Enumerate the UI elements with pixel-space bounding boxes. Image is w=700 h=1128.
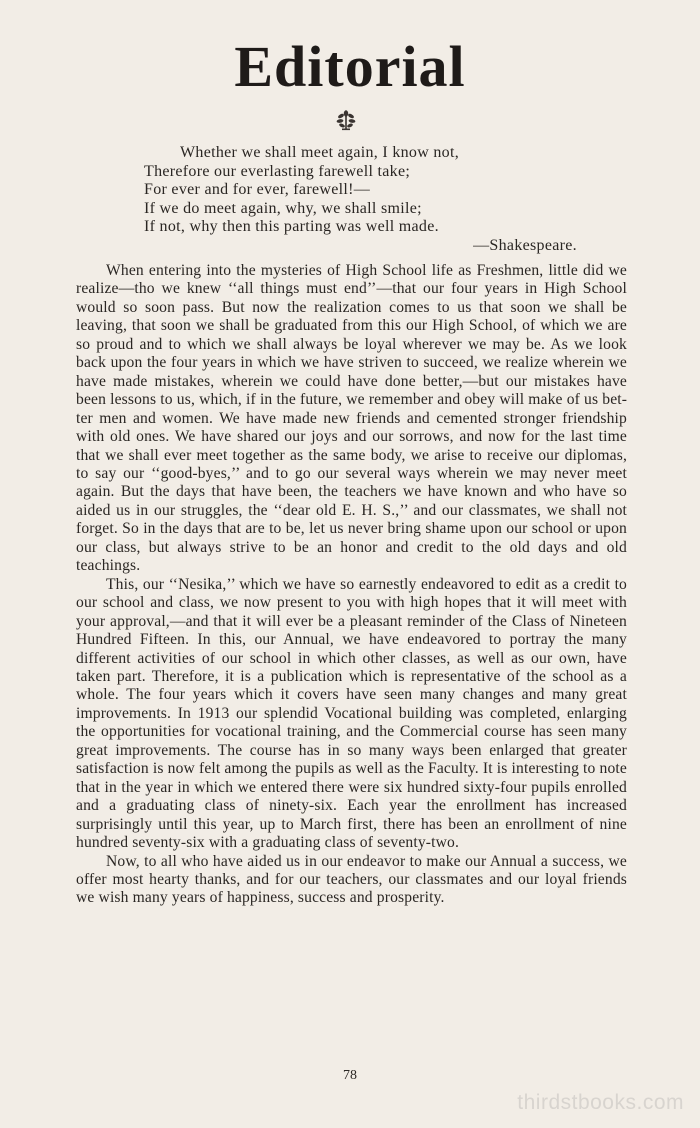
poem-line: If not, why then this parting was well made.: [144, 218, 439, 236]
poem-line: For ever and for ever, farewell!—: [144, 181, 371, 199]
paragraph: This, our ‘‘Nesika,’’ which we have so earnestly endeavored to edit as a credit to our school and class, we now present to you with high hopes that it will meet with your approval,—and that it will ever be a pleasant reminder of the Class of Nineteen Hundred Fifteen. In this, our Annual, we have endeavored to portray the many different activities of our school in which other classes, as well as our own, have taken part. Therefore, it is a publication which is representative of the school as a whole. The four years which it covers have seen many changes and many great improvements. In 1913 our splendid Vocational building was completed, enlarging the opportunities for vocational training, and the Commercial course has seen many great improvements. The course has in so many ways been enlarged that greater satisfaction is now felt among the pupils as well as the Faculty. It is interesting to note that in the year in which we entered there were six hundred sixty-four pupils enrolled and a graduating class of ninety-six. Each year the enrollment has increased surprisingly until this year, up to March first, there has been an enrollment of nine hundred seventy-six with a graduating class of seventy-two.: [76, 575, 627, 852]
poem-quote: [144, 144, 577, 256]
leaf-ornament-icon: [336, 110, 356, 132]
page-title: Editorial: [234, 34, 466, 99]
editorial-body: [76, 262, 627, 908]
poem-line: Whether we shall meet again, I know not,: [180, 144, 460, 161]
paragraph: Now, to all who have aided us in our endeavor to make our Annual a success, we offer most hearty thanks, and for our teachers, our classmates and our loyal friends we wish many years of happiness, success and prosperity.: [76, 852, 627, 907]
poem-attribution: —Shakespeare.: [473, 236, 577, 254]
poem-line: If we do meet again, why, we shall smile;: [144, 199, 422, 217]
page-number: 78: [343, 1068, 357, 1083]
watermark: thirdstbooks.com: [517, 1091, 684, 1114]
paragraph: When entering into the mysteries of High School life as Freshmen, little did we realize—tho we knew ‘‘all things must end’’—that our four years in High School would so soon pass. But now the realization comes to us that soon we shall be leaving, that soon we shall be graduated from this our High School, of which we are so proud and to which we shall always be loyal wherever we may be. As we look back upon the four years in which we have striven to succeed, we realize wherein we have made mistakes, wherein we could have done better,—but our mistakes have been lessons to us, which, if in the future, we remember and obey will make of us better men and women. We have made new friends and cemented stronger friendship with old ones. We have shared our joys and our sorrows, and now for the last time that we shall ever meet together as the same body, we arise to receive our diplomas, to say our ‘‘good-byes,’’ and to go our several ways wherein we may never meet again. But the days that have been, the teachers we have known and who have so aided us in our struggles, the ‘‘dear old E. H. S.,’’ and our classmates, we shall not forget. So in the days that are to be, let us never bring shame upon our school or upon our class, but always strive to be an honor and credit to the old days and old teachings.: [76, 262, 627, 575]
poem-line: Therefore our everlasting farewell take;: [144, 162, 411, 180]
